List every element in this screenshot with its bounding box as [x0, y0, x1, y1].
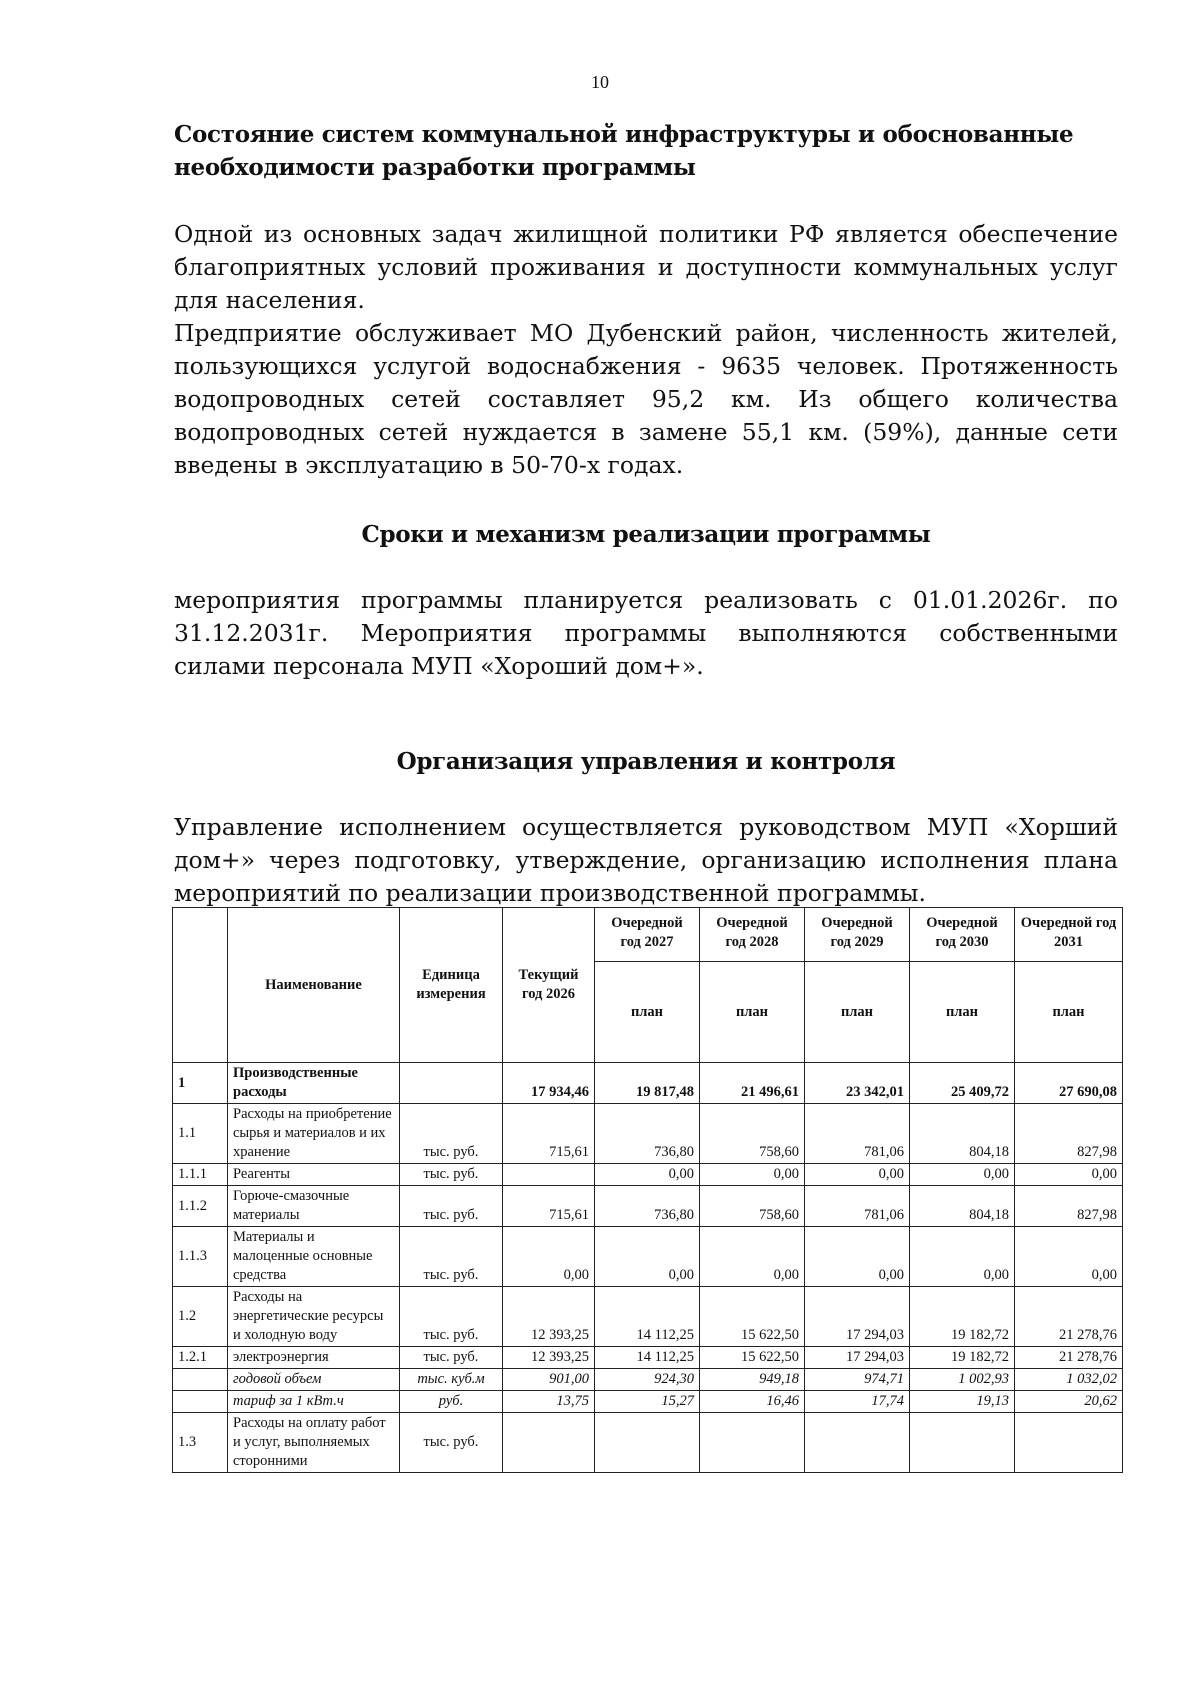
value-2026: 715,61 — [503, 1186, 595, 1227]
value-2027: 736,80 — [595, 1186, 700, 1227]
table-row — [173, 1227, 1123, 1287]
row-unit: руб. — [400, 1391, 503, 1413]
value-2030 — [910, 1413, 1015, 1473]
value-2031: 827,98 — [1015, 1186, 1123, 1227]
row-name: Реагенты — [228, 1164, 400, 1186]
value-2029: 17 294,03 — [805, 1347, 910, 1369]
value-2029: 781,06 — [805, 1186, 910, 1227]
header-plan: план — [910, 962, 1015, 1063]
value-2029 — [805, 1413, 910, 1473]
header-plan: план — [595, 962, 700, 1063]
value-2028 — [700, 1413, 805, 1473]
header-year-2027: Очередной год 2027 — [595, 908, 700, 962]
value-2028: 949,18 — [700, 1369, 805, 1391]
value-2026: 901,00 — [503, 1369, 595, 1391]
header-year-2031: Очередной год 2031 — [1015, 908, 1123, 962]
section-title-infrastructure: Состояние систем коммунальной инфраструктуры и обоснованные необходимости разработки программы — [174, 121, 1074, 181]
value-2030: 1 002,93 — [910, 1369, 1015, 1391]
section-title-timeline: Сроки и механизм реализации программы — [361, 521, 931, 548]
value-2030: 25 409,72 — [910, 1063, 1015, 1104]
row-unit: тыс. руб. — [400, 1347, 503, 1369]
header-year-2029: Очередной год 2029 — [805, 908, 910, 962]
section-title-management: Организация управления и контроля — [396, 748, 896, 775]
table-header-row — [173, 908, 1123, 962]
row-number: 1.1.1 — [173, 1164, 228, 1186]
row-unit: тыс. руб. — [400, 1164, 503, 1186]
row-unit: тыс. руб. — [400, 1186, 503, 1227]
value-2029: 974,71 — [805, 1369, 910, 1391]
header-plan: план — [700, 962, 805, 1063]
row-name: Расходы на приобретение сырья и материалов и их хранение — [228, 1104, 400, 1164]
value-2028: 758,60 — [700, 1186, 805, 1227]
value-2027: 736,80 — [595, 1104, 700, 1164]
value-2028: 15 622,50 — [700, 1347, 805, 1369]
row-unit: тыс. куб.м — [400, 1369, 503, 1391]
value-2026 — [503, 1413, 595, 1473]
value-2028: 0,00 — [700, 1164, 805, 1186]
value-2029: 781,06 — [805, 1104, 910, 1164]
paragraph-housing-policy: Одной из основных задач жилищной политики РФ является обеспечение благоприятных условий проживания и доступности коммунальных услуг для населения. — [174, 220, 1118, 314]
table-row — [173, 1391, 1123, 1413]
header-name: Наименование — [228, 908, 400, 1063]
value-2028: 0,00 — [700, 1227, 805, 1287]
value-2026: 715,61 — [503, 1104, 595, 1164]
row-name: электроэнергия — [228, 1347, 400, 1369]
row-number: 1.3 — [173, 1413, 228, 1473]
value-2029: 17,74 — [805, 1391, 910, 1413]
header-year-2028: Очередной год 2028 — [700, 908, 805, 962]
table-row — [173, 1347, 1123, 1369]
row-number: 1.2.1 — [173, 1347, 228, 1369]
value-2029: 23 342,01 — [805, 1063, 910, 1104]
value-2027: 0,00 — [595, 1227, 700, 1287]
value-2029: 0,00 — [805, 1227, 910, 1287]
table-row — [173, 1063, 1123, 1104]
row-unit: тыс. руб. — [400, 1104, 503, 1164]
row-number: 1 — [173, 1063, 228, 1104]
row-name: годовой объем — [228, 1369, 400, 1391]
row-number — [173, 1391, 228, 1413]
table-row — [173, 1186, 1123, 1227]
row-name: Расходы на оплату работ и услуг, выполняемых сторонними — [228, 1413, 400, 1473]
value-2031 — [1015, 1413, 1123, 1473]
value-2026: 12 393,25 — [503, 1287, 595, 1347]
value-2027 — [595, 1413, 700, 1473]
production-program-table — [172, 907, 1123, 1473]
value-2030: 804,18 — [910, 1186, 1015, 1227]
table-row — [173, 1287, 1123, 1347]
value-2028: 15 622,50 — [700, 1287, 805, 1347]
value-2030: 0,00 — [910, 1164, 1015, 1186]
header-current-year: Текущий год 2026 — [503, 908, 595, 1063]
row-name: тариф за 1 кВт.ч — [228, 1391, 400, 1413]
table-row — [173, 1164, 1123, 1186]
row-unit — [400, 1063, 503, 1104]
header-year-2030: Очередной год 2030 — [910, 908, 1015, 962]
value-2028: 21 496,61 — [700, 1063, 805, 1104]
table-row — [173, 1413, 1123, 1473]
row-name: Горюче-смазочные материалы — [228, 1186, 400, 1227]
value-2028: 16,46 — [700, 1391, 805, 1413]
row-name: Расходы на энергетические ресурсы и холодную воду — [228, 1287, 400, 1347]
value-2027: 14 112,25 — [595, 1347, 700, 1369]
row-unit: тыс. руб. — [400, 1227, 503, 1287]
row-number — [173, 1369, 228, 1391]
header-plan: план — [805, 962, 910, 1063]
row-name: Производственные расходы — [228, 1063, 400, 1104]
value-2027: 924,30 — [595, 1369, 700, 1391]
value-2026: 17 934,46 — [503, 1063, 595, 1104]
header-number — [173, 908, 228, 1063]
value-2031: 27 690,08 — [1015, 1063, 1123, 1104]
value-2027: 15,27 — [595, 1391, 700, 1413]
value-2031: 0,00 — [1015, 1227, 1123, 1287]
value-2030: 0,00 — [910, 1227, 1015, 1287]
value-2030: 19 182,72 — [910, 1347, 1015, 1369]
value-2027: 19 817,48 — [595, 1063, 700, 1104]
value-2031: 21 278,76 — [1015, 1287, 1123, 1347]
value-2027: 14 112,25 — [595, 1287, 700, 1347]
value-2030: 804,18 — [910, 1104, 1015, 1164]
header-plan: план — [1015, 962, 1123, 1063]
value-2030: 19 182,72 — [910, 1287, 1015, 1347]
value-2031: 1 032,02 — [1015, 1369, 1123, 1391]
paragraph-enterprise-service: Предприятие обслуживает МО Дубенский район, численность жителей, пользующихся услугой водоснабжения - 9635 человек. Протяженность водопроводных сетей составляет 95,2 км. Из общего количества водопроводных сетей нуждается в замене 55,1 км. (59%), данные сети введены в эксплуатацию в 50-70-х годах. — [174, 319, 1118, 479]
value-2026 — [503, 1164, 595, 1186]
row-unit: тыс. руб. — [400, 1287, 503, 1347]
value-2031: 21 278,76 — [1015, 1347, 1123, 1369]
row-number: 1.2 — [173, 1287, 228, 1347]
value-2031: 827,98 — [1015, 1104, 1123, 1164]
value-2030: 19,13 — [910, 1391, 1015, 1413]
value-2026: 0,00 — [503, 1227, 595, 1287]
row-unit: тыс. руб. — [400, 1413, 503, 1473]
value-2028: 758,60 — [700, 1104, 805, 1164]
document-body — [174, 118, 1118, 910]
table-row — [173, 1369, 1123, 1391]
value-2026: 12 393,25 — [503, 1347, 595, 1369]
value-2026: 13,75 — [503, 1391, 595, 1413]
value-2029: 17 294,03 — [805, 1287, 910, 1347]
value-2027: 0,00 — [595, 1164, 700, 1186]
header-unit: Единица измерения — [400, 908, 503, 1063]
row-number: 1.1.2 — [173, 1186, 228, 1227]
row-name: Материалы и малоценные основные средства — [228, 1227, 400, 1287]
page-number: 10 — [591, 72, 609, 92]
row-number: 1.1 — [173, 1104, 228, 1164]
value-2031: 0,00 — [1015, 1164, 1123, 1186]
paragraph-timeline: мероприятия программы планируется реализовать с 01.01.2026г. по 31.12.2031г. Мероприятия программы выполняются собственными силами персонала МУП «Хороший дом+». — [174, 586, 1118, 680]
value-2031: 20,62 — [1015, 1391, 1123, 1413]
value-2029: 0,00 — [805, 1164, 910, 1186]
paragraph-management: Управление исполнением осуществляется руководством МУП «Хорший дом+» через подготовку, утверждение, организацию исполнения плана мероприятий по реализации производственной программы. — [174, 813, 1118, 907]
table-row — [173, 1104, 1123, 1164]
row-number: 1.1.3 — [173, 1227, 228, 1287]
